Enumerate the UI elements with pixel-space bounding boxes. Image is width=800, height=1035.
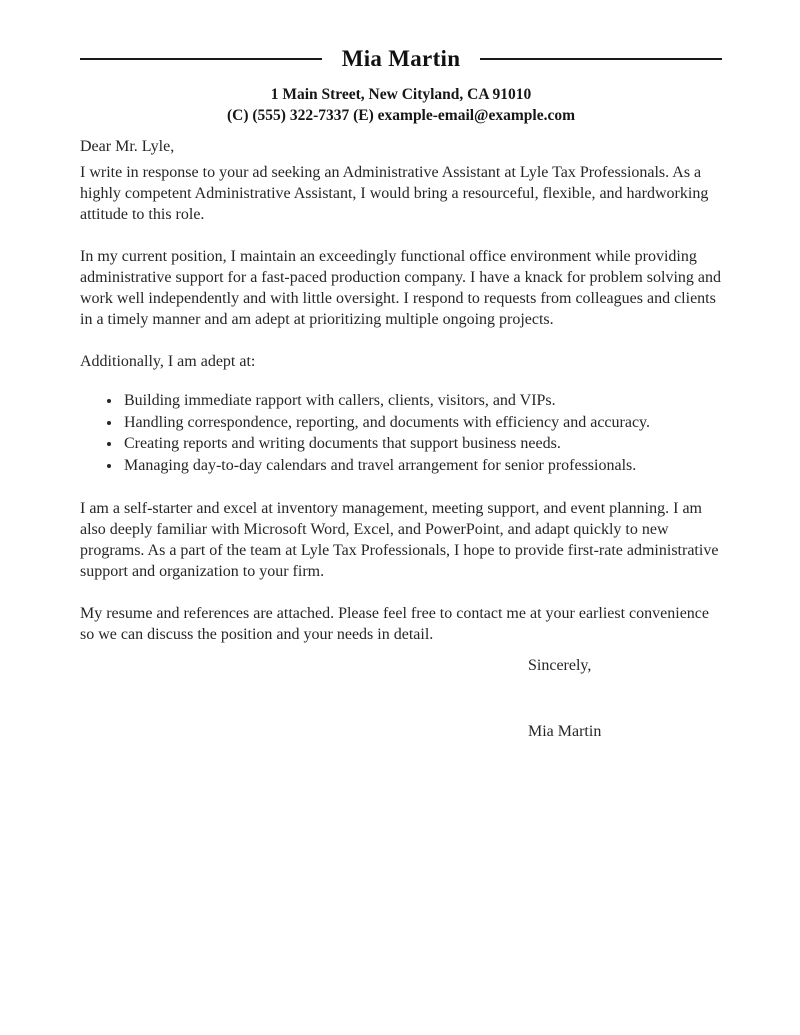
- paragraph-self-starter: I am a self-starter and excel at inventory management, meeting support, and event planning. I am also deeply familiar with Microsoft Word, Excel, and PowerPoint, and adapt quickly to new programs. As a part of the team at Lyle Tax Professionals, I hope to provide first-rate administrative support and organization to your firm.: [80, 500, 719, 580]
- address-line: 1 Main Street, New Cityland, CA 91010: [270, 86, 532, 103]
- paragraph-adept-lead: Additionally, I am adept at:: [80, 353, 256, 370]
- salutation: Dear Mr. Lyle,: [80, 138, 175, 155]
- signature-name: Mia Martin: [528, 723, 602, 740]
- header-name-row: [80, 46, 722, 72]
- paragraph-resume-attached: My resume and references are attached. Please feel free to contact me at your earliest convenience so we can discuss the position and your needs in detail.: [80, 605, 709, 643]
- skills-list-item-rapport: • Building immediate rapport with callers, clients, visitors, and VIPs.: [122, 390, 722, 412]
- signature-block: [528, 655, 722, 742]
- letter-author-name: Mia Martin: [341, 46, 461, 71]
- header-address-block: [80, 84, 722, 126]
- header-rule-right: [480, 58, 722, 60]
- skills-list-item-reports: • Creating reports and writing documents that support business needs.: [122, 433, 722, 455]
- paragraph-intro: I write in response to your ad seeking an Administrative Assistant at Lyle Tax Professionals. As a highly competent Administrative Assistant, I would bring a resourceful, flexible, and hardworking attitude to this role.: [80, 164, 709, 223]
- skills-list-item-calendars: • Managing day-to-day calendars and travel arrangement for senior professionals.: [122, 455, 722, 477]
- contact-line: (C) (555) 322-7337 (E) example-email@example.com: [226, 107, 575, 124]
- signoff: Sincerely,: [528, 657, 592, 674]
- skills-list: [80, 390, 722, 476]
- letter-body: [80, 136, 722, 742]
- header-rule-left: [80, 58, 322, 60]
- paragraph-current-position: In my current position, I maintain an exceedingly functional office environment while providing administrative support for a fast-paced production company. I have a knack for problem solving and work well independently and with little oversight. I respond to requests from colleagues and clients in a timely manner and am adept at prioritizing multiple ongoing projects.: [80, 248, 721, 328]
- skills-list-item-correspondence: • Handling correspondence, reporting, and documents with efficiency and accuracy.: [122, 412, 722, 434]
- letter-header: [80, 46, 722, 126]
